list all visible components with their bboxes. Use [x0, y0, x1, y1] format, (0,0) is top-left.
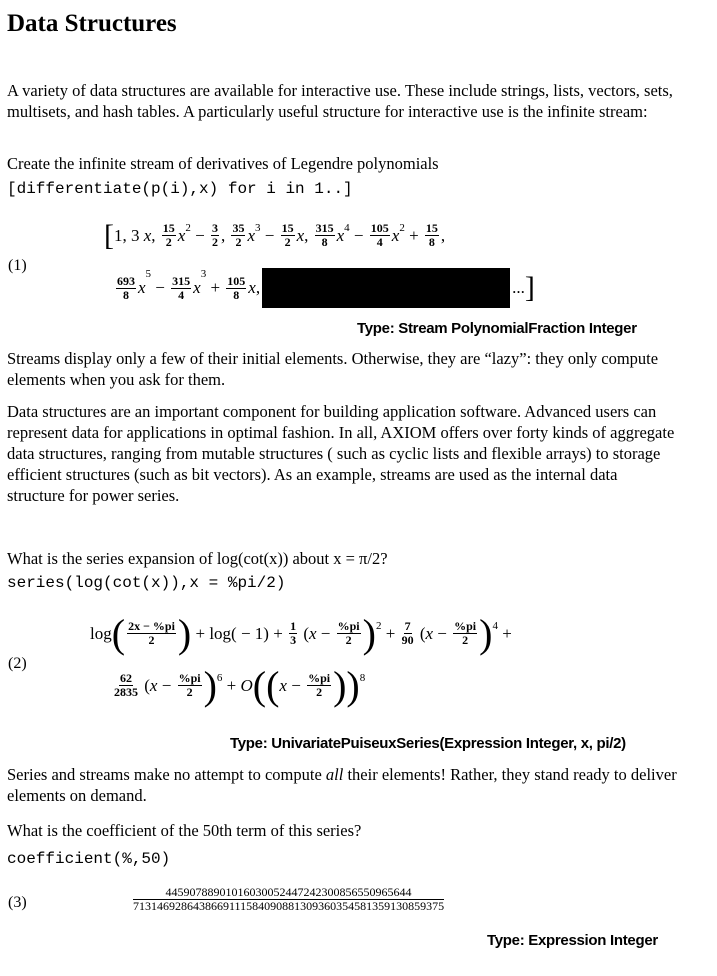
- math-text: −: [190, 225, 209, 245]
- math-text: ]: [524, 271, 535, 304]
- exponent: 2: [399, 222, 405, 234]
- fraction: [315, 222, 335, 249]
- math-text: −: [433, 623, 452, 643]
- math-variable: x: [425, 623, 434, 643]
- exponent: 4: [492, 620, 498, 632]
- math-text: )): [333, 662, 360, 708]
- math-text: +: [404, 225, 423, 245]
- math-text: ...: [512, 278, 525, 297]
- series-text-emphasis: all: [325, 765, 344, 784]
- fraction-numerator: 315: [172, 273, 191, 288]
- math-text: −: [286, 675, 306, 695]
- series-text-a: Series and streams make no attempt to compute: [7, 765, 326, 784]
- fraction-denominator: 2: [284, 235, 291, 249]
- math-text: (: [111, 610, 126, 656]
- math-text: ): [362, 610, 376, 656]
- math-text: −: [151, 278, 170, 297]
- math-text: −: [316, 623, 335, 643]
- fraction: [226, 275, 246, 302]
- math-text: 1, 3: [114, 225, 144, 245]
- data-structures-paragraph: Data structures are an important component for building application software. Advanced users can represent data for applications in optimal fashion. In all, AXIOM offers over forty kinds of aggregate data structures, ranging from mutable structures ( such as cyclic lists and flexible arrays) to storage efficient structures (such as bit vectors). As an example, streams are used as the internal data structure for power series.: [7, 402, 675, 505]
- code-input-2: series(log(cot(x)),x = %pi/2): [7, 574, 286, 592]
- fraction: [127, 620, 176, 647]
- prompt-2: What is the series expansion of log(cot(x)) about x = π/2?: [7, 549, 388, 568]
- equation-2-line-2: [112, 662, 366, 708]
- math-variable: x: [248, 278, 256, 297]
- fraction: [211, 222, 219, 249]
- math-text: +: [222, 675, 241, 695]
- exponent: 4: [344, 222, 350, 234]
- math-text: (: [415, 623, 426, 643]
- exponent: 3: [200, 268, 207, 280]
- fraction-denominator: 2: [345, 633, 352, 647]
- math-text: ,: [255, 278, 261, 297]
- fraction: [281, 222, 295, 249]
- fraction: [171, 275, 191, 302]
- math-variable: x: [138, 278, 146, 297]
- math-variable: x: [279, 675, 287, 695]
- math-text: +: [381, 623, 400, 643]
- prompt-1: Create the infinite stream of derivatives of Legendre polynomials: [7, 154, 439, 173]
- fraction-numerator: 2x − %pi: [128, 619, 175, 633]
- redacted-block: [262, 268, 510, 308]
- math-text: log: [90, 623, 112, 643]
- fraction: [116, 275, 136, 302]
- math-variable: x: [308, 623, 317, 643]
- fraction-denominator: 7131469286438669111584090881309360354581359130859375: [133, 899, 445, 913]
- math-text: −: [349, 225, 368, 245]
- fraction-numerator: 3: [211, 221, 218, 235]
- math-variable: x: [193, 278, 201, 297]
- math-text: +: [206, 278, 225, 297]
- math-text: ,: [151, 225, 160, 245]
- exponent: 8: [359, 672, 366, 684]
- exponent: 5: [145, 268, 152, 280]
- fraction: [162, 222, 176, 249]
- series-text-b: their elements! Rather, they stand ready to deliver elements on demand.: [7, 765, 677, 805]
- fraction-denominator: 4: [376, 235, 383, 249]
- fraction: [370, 222, 390, 249]
- math-text: [: [104, 218, 114, 252]
- fraction-numerator: 35: [232, 221, 245, 235]
- fraction-denominator: 2: [235, 235, 242, 249]
- fraction-denominator: 2: [186, 685, 193, 699]
- math-variable: x: [177, 225, 186, 245]
- equation-label-1: (1): [8, 257, 27, 274]
- math-variable: x: [247, 225, 255, 245]
- math-text: (: [299, 623, 309, 643]
- exponent: 3: [254, 222, 261, 234]
- math-variable: x: [391, 225, 400, 245]
- math-variable: x: [149, 675, 158, 695]
- code-input-1: [differentiate(p(i),x) for i in 1..]: [7, 180, 353, 198]
- math-text: ,: [304, 225, 313, 245]
- fraction-numerator: %pi: [308, 671, 331, 685]
- math-text: ): [479, 610, 493, 656]
- fraction-numerator: %pi: [454, 619, 477, 633]
- exponent: 2: [185, 222, 191, 234]
- type-annotation-1: Type: Stream PolynomialFraction Integer: [357, 320, 637, 337]
- equation-label-2: (2): [8, 655, 27, 672]
- fraction-numerator: 15: [425, 221, 438, 235]
- fraction-denominator: 2: [316, 685, 323, 699]
- exponent: 2: [375, 620, 382, 632]
- math-text: −: [157, 675, 176, 695]
- math-text: + log( − 1) +: [191, 623, 288, 643]
- series-paragraph: [7, 764, 677, 806]
- math-variable: O: [240, 675, 253, 695]
- fraction-denominator: 8: [428, 235, 435, 249]
- fraction-numerator: 15: [162, 221, 175, 235]
- fraction-denominator: 8: [321, 235, 328, 249]
- streams-paragraph: Streams display only a few of their initial elements. Otherwise, they are “lazy”: they only compute elements when you ask for them.: [7, 349, 659, 389]
- fraction-numerator: 693: [117, 273, 135, 288]
- math-text: ,: [220, 225, 230, 245]
- code-input-3: coefficient(%,50): [7, 850, 171, 868]
- math-variable: x: [296, 225, 305, 245]
- math-text: ,: [440, 225, 446, 245]
- equation-1-line-1: [104, 218, 446, 252]
- fraction-denominator: 2: [211, 235, 218, 249]
- fraction: [453, 620, 477, 647]
- math-variable: x: [336, 225, 345, 245]
- fraction-denominator: 8: [123, 287, 129, 302]
- math-variable: x: [143, 225, 152, 245]
- math-text: (: [140, 675, 150, 695]
- fraction-denominator: 4: [178, 287, 185, 302]
- equation-1-line-2: [114, 268, 535, 308]
- fraction-denominator: 2: [165, 235, 172, 249]
- fraction-numerator: 1: [290, 619, 297, 633]
- intro-paragraph: A variety of data structures are available for interactive use. These include strings, lists, vectors, sets, multisets, and hash tables. A particularly useful structure for interactive use is the infinite stream:: [7, 81, 673, 121]
- page-title: Data Structures: [7, 10, 177, 37]
- fraction-numerator: 105: [370, 221, 389, 235]
- fraction-denominator: 8: [233, 287, 240, 302]
- math-text: ): [203, 662, 217, 708]
- math-text: ): [177, 610, 192, 656]
- fraction: [231, 222, 245, 249]
- fraction-numerator: 62: [120, 671, 132, 685]
- fraction-numerator: %pi: [178, 671, 201, 685]
- fraction-denominator: 3: [290, 633, 297, 647]
- fraction: [425, 222, 439, 249]
- fraction: [178, 672, 202, 699]
- fraction: [337, 620, 361, 647]
- fraction-numerator: 44590788901016030052447242300856550965644: [133, 886, 444, 900]
- fraction: [307, 672, 331, 699]
- prompt-3: What is the coefficient of the 50th term of this series?: [7, 821, 362, 840]
- fraction-numerator: 315: [315, 221, 334, 235]
- math-text: +: [497, 623, 512, 643]
- fraction-numerator: 15: [281, 221, 294, 235]
- fraction-numerator: 7: [404, 619, 411, 633]
- type-annotation-3: Type: Expression Integer: [487, 932, 658, 949]
- fraction-denominator: 2835: [114, 685, 138, 699]
- equation-2-line-1: [90, 610, 512, 656]
- fraction-numerator: %pi: [337, 619, 360, 633]
- fraction-denominator: 2: [462, 633, 469, 647]
- fraction: [289, 620, 297, 647]
- fraction-denominator: 2: [148, 633, 155, 647]
- equation-3-fraction: [133, 886, 444, 913]
- equation-label-3: (3): [8, 894, 27, 911]
- math-text: −: [260, 225, 279, 245]
- fraction-denominator: 90: [401, 633, 414, 647]
- exponent: 6: [216, 672, 223, 684]
- fraction: [114, 672, 138, 699]
- type-annotation-2: Type: UnivariatePuiseuxSeries(Expression Integer, x, pi/2): [230, 735, 626, 752]
- math-text: ((: [252, 662, 280, 708]
- fraction-numerator: 105: [227, 273, 246, 288]
- fraction: [402, 620, 414, 647]
